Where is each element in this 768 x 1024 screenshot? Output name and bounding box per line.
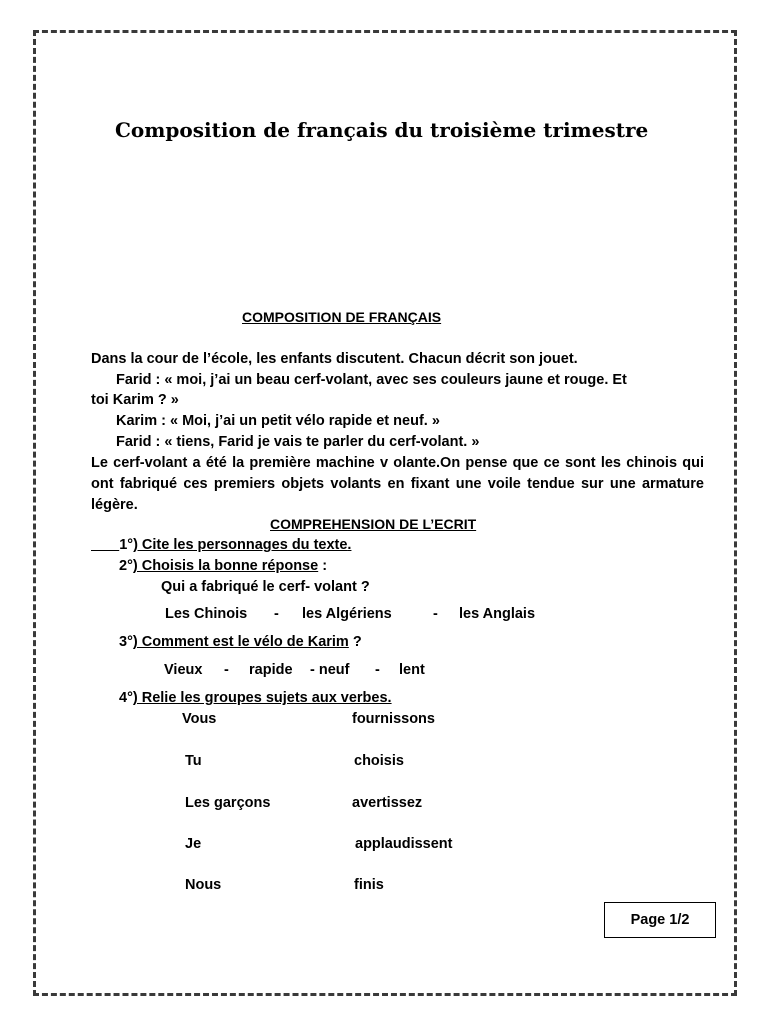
- passage-farid-line-1-end: toi Karim ? »: [91, 392, 179, 408]
- verb-item: choisis: [354, 753, 404, 769]
- page-number-box: [604, 902, 716, 938]
- verb-item: applaudissent: [355, 836, 453, 852]
- section-heading: COMPOSITION DE FRANÇAIS: [242, 309, 442, 325]
- question-2-subquestion: Qui a fabriqué le cerf- volant ?: [161, 579, 370, 595]
- subject-item: Les garçons: [185, 795, 271, 811]
- option-separator: -: [433, 606, 438, 622]
- option-chinois: Les Chinois: [165, 606, 248, 622]
- option-neuf: - neuf: [310, 662, 350, 678]
- passage-farid-line-1: Farid : « moi, j’ai un beau cerf-volant, avec ses couleurs jaune et rouge. Et: [116, 372, 627, 388]
- question-2: [119, 558, 327, 574]
- question-4-number: 4°: [119, 690, 133, 706]
- question-4-text: ) Relie les groupes sujets aux verbes.: [132, 690, 392, 706]
- passage-paragraph: Le cerf-volant a été la première machine v olante.On pense que ce sont les chinois qui ont fabriqué ces premiers objets volants en fixant une voile tendue sur une armature légère.: [91, 455, 704, 513]
- option-lent: lent: [399, 662, 425, 678]
- passage-intro: Dans la cour de l’école, les enfants discutent. Chacun décrit son jouet.: [91, 351, 578, 367]
- subject-item: Vous: [182, 711, 217, 727]
- question-1-end: .: [347, 537, 352, 553]
- subject-item: Nous: [185, 877, 222, 893]
- option-algeriens: les Algériens: [302, 606, 392, 622]
- comprehension-heading: COMPREHENSION DE L’ECRIT: [270, 516, 477, 532]
- subject-item: Je: [185, 836, 202, 852]
- option-anglais: les Anglais: [459, 606, 536, 622]
- question-3-end: ?: [348, 634, 362, 650]
- question-1-blank: [91, 537, 119, 553]
- subject-item: Tu: [185, 753, 202, 769]
- question-2-number: 2°: [119, 558, 133, 574]
- question-2-text: ) Choisis la bonne réponse: [132, 558, 319, 574]
- question-2-end: :: [318, 558, 328, 574]
- option-separator: -: [224, 662, 229, 678]
- option-separator: -: [274, 606, 279, 622]
- question-1-text: ) Cite les personnages du texte: [133, 537, 348, 553]
- passage-karim-line: Karim : « Moi, j’ai un petit vélo rapide et neuf. »: [116, 413, 440, 429]
- question-1-number: 1°: [119, 537, 134, 553]
- question-3-number: 3°: [119, 634, 133, 650]
- question-1: [91, 537, 351, 553]
- verb-item: avertissez: [352, 795, 423, 811]
- verb-item: fournissons: [352, 711, 435, 727]
- option-vieux: Vieux: [164, 662, 203, 678]
- passage-farid-line-2: Farid : « tiens, Farid je vais te parler du cerf-volant. »: [116, 434, 480, 450]
- verb-item: finis: [354, 877, 384, 893]
- question-4: [119, 690, 392, 706]
- page-number: Page 1/2: [630, 912, 690, 928]
- question-3-text: ) Comment est le vélo de Karim: [132, 634, 349, 650]
- document-title: Composition de français du troisième trimestre: [115, 118, 649, 142]
- question-3: [119, 634, 362, 650]
- option-rapide: rapide: [249, 662, 293, 678]
- option-separator: -: [375, 662, 380, 678]
